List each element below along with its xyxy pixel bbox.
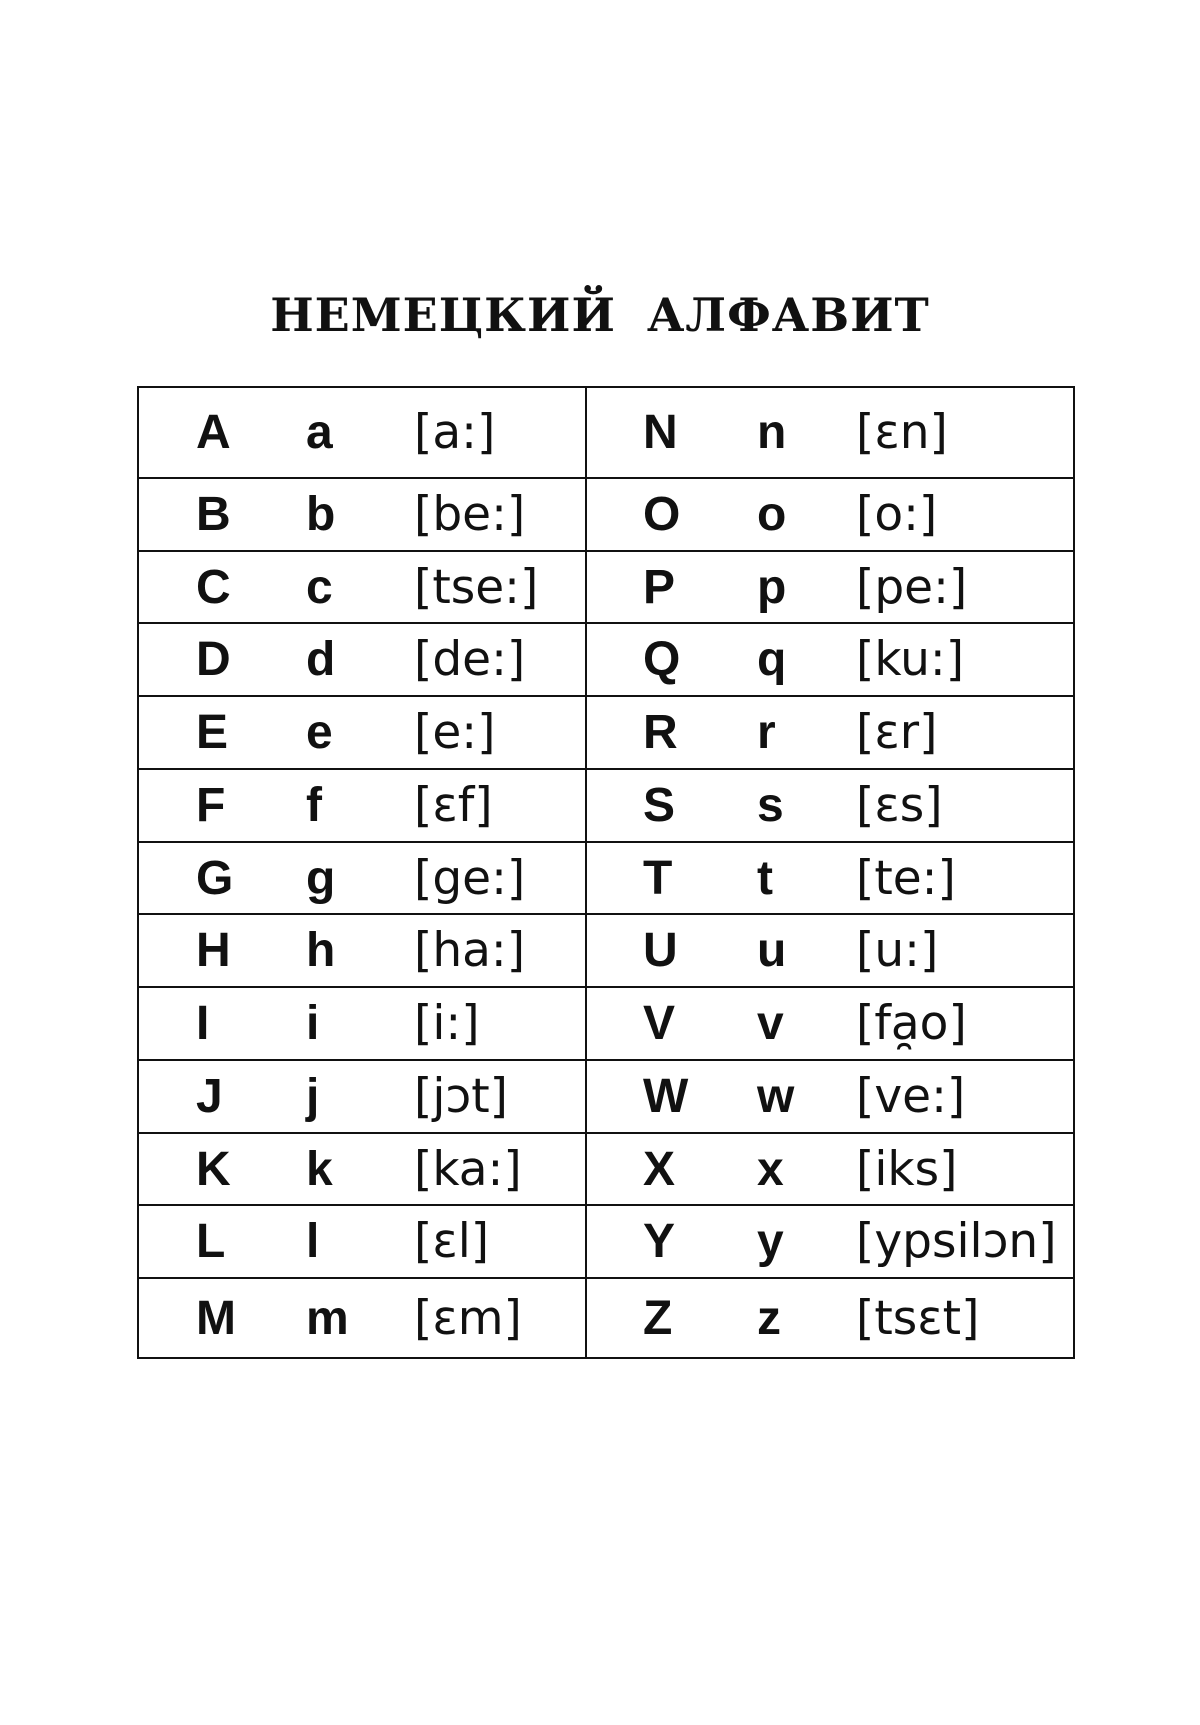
pronunciation: [de:]: [414, 632, 526, 687]
uppercase-letter: N: [643, 406, 678, 459]
lowercase-letter: e: [306, 706, 333, 759]
table-row: [139, 1134, 1073, 1206]
pronunciation: [a:]: [414, 405, 496, 460]
pronunciation: [ɛm]: [414, 1290, 522, 1346]
uppercase-letter: I: [196, 997, 210, 1050]
uppercase-letter: A: [196, 406, 231, 459]
lowercase-letter: j: [306, 1070, 320, 1123]
lowercase-letter: g: [306, 851, 336, 905]
pronunciation: [te:]: [856, 850, 956, 906]
uppercase-letter: B: [196, 488, 231, 541]
pronunciation: [ypsilɔn]: [856, 1214, 1057, 1269]
pronunciation: [ɛf]: [414, 778, 493, 833]
lowercase-letter: q: [757, 633, 787, 686]
lowercase-letter: v: [757, 997, 784, 1050]
lowercase-letter: h: [306, 924, 336, 977]
uppercase-letter: T: [643, 851, 673, 905]
uppercase-letter: H: [196, 924, 231, 977]
uppercase-letter: R: [643, 706, 678, 759]
uppercase-letter: Q: [643, 633, 681, 686]
lowercase-letter: a: [306, 406, 333, 459]
table-row: [139, 1279, 1073, 1357]
pronunciation: [ɛs]: [856, 778, 943, 833]
pronunciation: [pe:]: [856, 559, 968, 615]
uppercase-letter: P: [643, 560, 676, 614]
lowercase-letter: y: [757, 1215, 784, 1268]
table-row: [139, 1206, 1073, 1279]
pronunciation: [tsɛt]: [856, 1290, 980, 1346]
alphabet-table: [137, 386, 1075, 1359]
uppercase-letter: C: [196, 560, 231, 614]
table-row: [139, 697, 1073, 770]
pronunciation: [e:]: [414, 705, 496, 760]
lowercase-letter: b: [306, 488, 336, 541]
uppercase-letter: U: [643, 924, 678, 977]
pronunciation: [i:]: [414, 996, 480, 1051]
lowercase-letter: d: [306, 633, 336, 686]
pronunciation: [fa̯o]: [856, 996, 967, 1051]
lowercase-letter: l: [306, 1215, 320, 1268]
page-title: НЕМЕЦКИЙ АЛФАВИТ: [270, 288, 930, 342]
uppercase-letter: O: [643, 488, 681, 541]
lowercase-letter: u: [757, 924, 787, 977]
table-row: [139, 479, 1073, 552]
lowercase-letter: n: [757, 406, 787, 459]
uppercase-letter: L: [196, 1215, 226, 1268]
uppercase-letter: M: [196, 1291, 236, 1345]
pronunciation: [tse:]: [414, 559, 539, 615]
lowercase-letter: i: [306, 997, 320, 1050]
uppercase-letter: D: [196, 633, 231, 686]
table-row: [139, 770, 1073, 843]
table-row: [139, 843, 1073, 915]
pronunciation: [ha:]: [414, 923, 526, 978]
uppercase-letter: K: [196, 1142, 231, 1196]
pronunciation: [u:]: [856, 923, 939, 978]
pronunciation: [ve:]: [856, 1069, 966, 1124]
uppercase-letter: F: [196, 779, 226, 832]
uppercase-letter: Z: [643, 1291, 673, 1345]
pronunciation: [jɔt]: [414, 1069, 508, 1124]
uppercase-letter: J: [196, 1070, 223, 1123]
pronunciation: [o:]: [856, 487, 938, 542]
pronunciation: [ɛr]: [856, 705, 938, 760]
lowercase-letter: w: [757, 1070, 795, 1123]
table-row: [139, 915, 1073, 988]
lowercase-letter: x: [757, 1142, 784, 1196]
table-row: [139, 988, 1073, 1061]
lowercase-letter: c: [306, 560, 333, 614]
uppercase-letter: E: [196, 706, 229, 759]
uppercase-letter: X: [643, 1142, 676, 1196]
lowercase-letter: s: [757, 779, 784, 832]
pronunciation: [be:]: [414, 487, 526, 542]
pronunciation: [ge:]: [414, 850, 526, 906]
lowercase-letter: t: [757, 851, 773, 905]
table-row: [139, 552, 1073, 624]
pronunciation: [iks]: [856, 1141, 958, 1197]
lowercase-letter: p: [757, 560, 787, 614]
lowercase-letter: r: [757, 706, 776, 759]
lowercase-letter: f: [306, 779, 322, 832]
lowercase-letter: o: [757, 488, 787, 541]
table-row: [139, 1061, 1073, 1134]
pronunciation: [ɛn]: [856, 405, 948, 460]
lowercase-letter: k: [306, 1142, 333, 1196]
table-row: [139, 624, 1073, 697]
uppercase-letter: G: [196, 851, 234, 905]
uppercase-letter: S: [643, 779, 676, 832]
uppercase-letter: V: [643, 997, 676, 1050]
pronunciation: [ka:]: [414, 1141, 522, 1197]
lowercase-letter: m: [306, 1291, 349, 1345]
table-row: [139, 388, 1073, 479]
lowercase-letter: z: [757, 1291, 781, 1345]
uppercase-letter: W: [643, 1070, 689, 1123]
uppercase-letter: Y: [643, 1215, 676, 1268]
pronunciation: [ku:]: [856, 632, 965, 687]
pronunciation: [ɛl]: [414, 1214, 490, 1269]
